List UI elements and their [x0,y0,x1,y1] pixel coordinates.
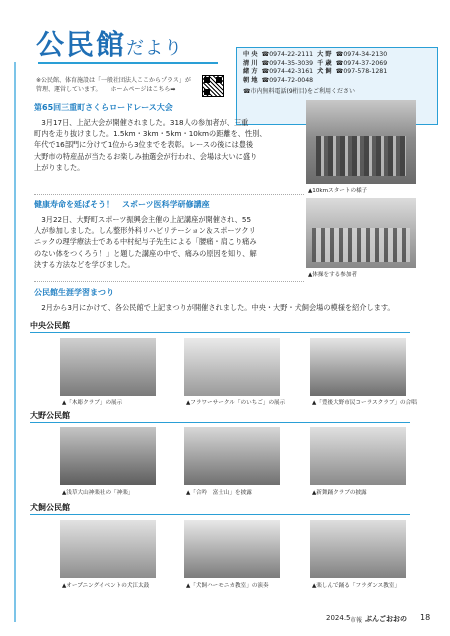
health-section-title: 健康寿命を延ばそう！ スポーツ医科学研修講座 [34,200,210,209]
hall-caption: ▲「合吟 富士山」を披露 [186,490,252,496]
hall-rule [30,332,410,333]
contact-tel: ☎0974-42-3161 [261,68,314,76]
contact-tel: ☎097-578-1281 [335,68,388,76]
contact-tel: ☎0974-35-3039 [261,59,314,67]
hall-heading: 中央公民館 [30,321,70,330]
health-body [34,214,302,270]
body-line: 上がりました。 [34,162,85,172]
race-section-title: 第65回三重町さくらロードレース大会 [34,103,173,112]
health-caption: ▲体操をする参加者 [308,272,358,278]
contact-name: 大 野 [317,51,332,58]
body-line: 大野市の特産品が当たるお楽しみ抽選会が行われ、会場は大いに盛り [34,151,258,161]
hall-caption: ▲「木彫クラブ」の展示 [62,400,123,406]
festival-section-title: 公民館生涯学習まつり [34,288,114,297]
footer-date: 2024.5 [326,614,351,622]
contact-tel: ☎0974-37-2069 [335,59,388,67]
hall-photo [60,520,156,578]
hall-photo [184,520,280,578]
race-body [34,117,302,173]
page-title-sub: だより [126,38,184,59]
hall-photo [60,338,156,396]
body-line: 3月22日、大野町スポーツ振興会主催の上記講座が開催され、55 [34,215,252,224]
hall-caption: ▲オープニングイベントの犬江太鼓 [62,583,150,589]
hall-rule [30,514,410,515]
hall-rule [30,422,410,423]
hall-photo [310,427,406,485]
body-line: 2月から3月にかけて、各公民館で上記まつりが開催されました。中央・大野・犬飼会場の模様を紹介します。 [34,303,395,312]
hall-caption: ▲「犬飼ハーモニカ教室」の演奏 [186,583,269,589]
hall-caption: ▲新舞踊クラブの披露 [312,490,367,496]
contact-tel: ☎0974-72-0048 [261,76,314,84]
body-line: 町内を走り抜けました。1.5km・3km・5km・10kmの距離を、性別、 [34,129,267,139]
page-title-main: 公民館 [36,28,127,61]
hall-caption: ▲フラワーサークル「のいちご」の展示 [186,400,286,406]
title-rule [38,62,218,64]
page-side-rule [14,62,16,622]
contact-name: 中 央 [243,51,258,58]
note-line-1: ※公民館、体育施設は「一般社団法人ここからプラス」が [36,77,191,84]
contact-name: 緒 方 [243,68,258,76]
footer-publication: 市報 [350,617,363,624]
hall-heading: 大野公民館 [30,411,70,420]
body-line: 年代で16部門に分けて1位から3位までを表彰。レースの後には豊後 [34,140,254,150]
contact-tel: ☎0974-22-2111 [261,51,314,58]
footer-title: ぶんごおおの [365,615,407,623]
hall-photo [310,338,406,396]
contact-name: 千 歳 [317,59,332,67]
contact-table [241,51,389,85]
contact-name: 朝 地 [243,76,258,84]
section-divider [34,194,304,195]
body-line: 3月17日、上記大会が開催されました。318人の参加者が、三重 [34,118,249,127]
section-divider [34,281,304,282]
hall-photo [184,338,280,396]
contacts-free-line: ☎市内無料電話(9桁目)をご利用ください [243,88,355,96]
hall-caption: ▲楽しんで踊る「フラダンス教室」 [312,583,401,589]
note-line-2: 管理、運営しています。 ホームページはこちら➡ [36,86,176,93]
body-line: 人が参加しました。しん整形外科リハビリテーション＆スポーツクリ [34,226,256,236]
hall-photo [310,520,406,578]
hall-photo [184,427,280,485]
hall-caption: ▲「豊後大野市民コーラスクラブ」の合唱 [312,400,417,406]
health-photo [306,198,416,268]
body-line: ニックの理学療法士である中村紀与子先生による「腰痛・肩こり痛み [34,237,257,247]
body-line: のない体をつくろう！」と題した講座の中で、痛みの原因を知り、解 [34,248,257,258]
festival-body [34,302,414,313]
race-caption: ▲10kmスタートの様子 [308,188,368,194]
contact-name: 犬 飼 [317,68,332,76]
page-number: 18 [420,613,431,622]
contact-tel: ☎0974-34-2130 [335,51,388,58]
hall-heading: 犬飼公民館 [30,503,70,512]
contact-name: 清 川 [243,59,258,67]
body-line: 決する方法などを学びました。 [34,259,135,269]
qr-code-icon[interactable] [202,75,224,97]
hall-photo [60,427,156,485]
race-photo [306,100,416,184]
hall-caption: ▲浅草大山神楽社の「神楽」 [62,490,134,496]
page-title [36,30,183,64]
